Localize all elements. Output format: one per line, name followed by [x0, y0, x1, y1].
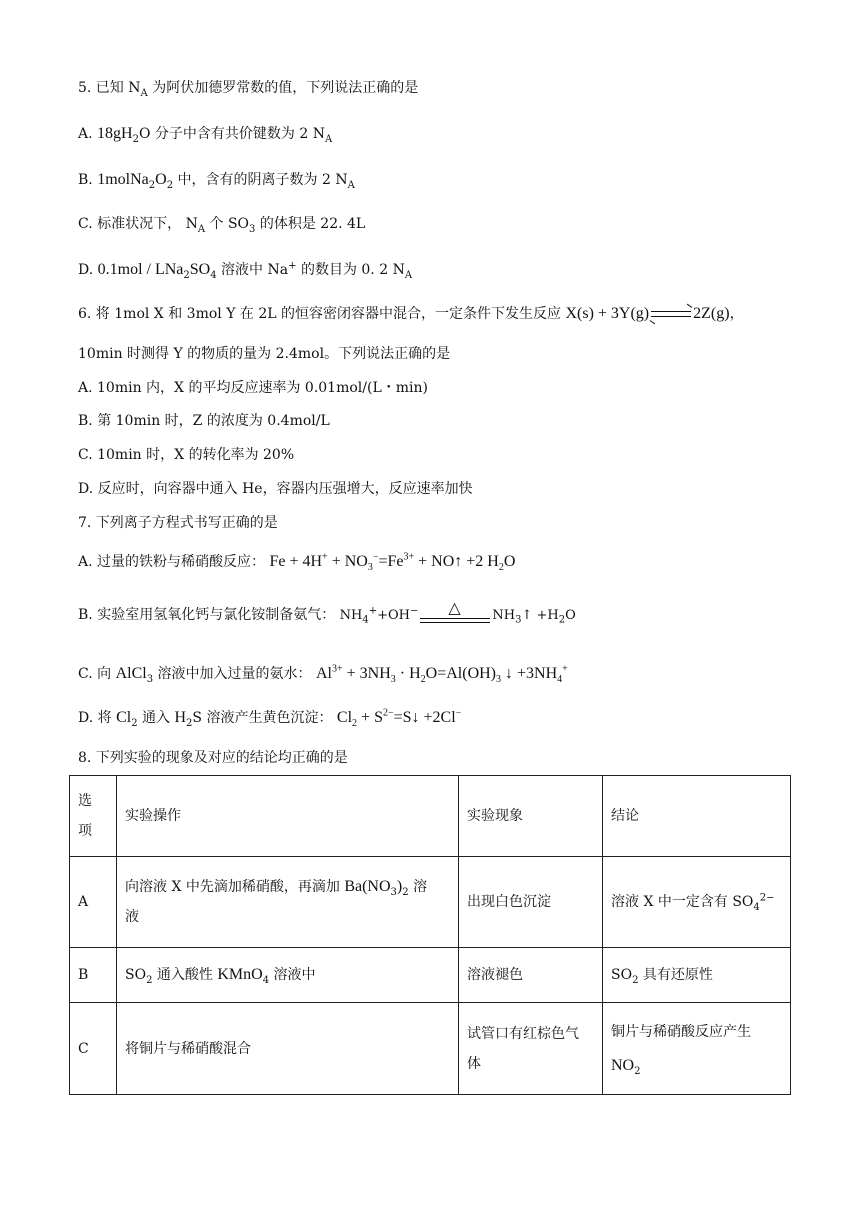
table-row	[70, 1003, 791, 1095]
q6-option-a: A. 10min 内，X 的平均反应速率为 0.01mol/(L・min)	[78, 380, 428, 396]
q5-option-c: C. 标准状况下， $N_A$ 个 $SO_3$ 的体积是 22. 4L	[78, 216, 366, 235]
q7-stem: 7. 下列离子方程式书写正确的是	[78, 515, 278, 531]
q7-option-a: A. 过量的铁粉与稀硝酸反应： $Fe + 4H^+ + NO_3^-=Fe^{3+}$ + NO↑ +2 $H_2O$	[78, 551, 516, 574]
q5-option-d: D. $0.1mol / LNa_2SO_4$ 溶液中 Na+ 的数目为 0. 2 $N_A$	[78, 260, 413, 281]
q6-option-d: D. 反应时，向容器中通入 He，容器内压强增大，反应速率加快	[78, 481, 473, 497]
experiment-table	[69, 775, 791, 1095]
row-a-operation: 向溶液 X 中先滴加稀硝酸，再滴加 $Ba(NO_3)_2$ 溶 液	[117, 857, 459, 948]
header-option: 选项	[70, 776, 117, 857]
row-b-option: B	[70, 948, 117, 1003]
table-row	[70, 948, 791, 1003]
row-a-phenomenon: 出现白色沉淀	[459, 857, 603, 948]
q7-option-c: C. 向 AlCl$_3$ 溶液中加入过量的氨水： $Al^{3+} + 3NH_3 \cdot H_2O=Al(OH)_3$ ↓ $+3NH_4^+$	[78, 663, 568, 686]
header-phenomenon: 实验现象	[459, 776, 603, 857]
row-b-phenomenon: 溶液褪色	[459, 948, 603, 1003]
q7-option-d: D. 将 $Cl_2$ 通入 $H_2S$ 溶液产生黄色沉淀： $Cl_2$ + $S^{2-}=S↓ +2Cl^-$	[78, 707, 462, 730]
equilibrium-arrow-icon	[651, 307, 691, 321]
q5-stem: 5. 已知 $N_A$ 为阿伏加德罗常数的值，下列说法正确的是	[78, 80, 419, 99]
row-c-phenomenon: 试管口有红棕色气 体	[459, 1003, 603, 1095]
table-header-row	[70, 776, 791, 857]
q6-option-b: B. 第 10min 时，Z 的浓度为 0.4mol/L	[78, 413, 330, 429]
table-row	[70, 857, 791, 948]
q5-option-a: A. $18gH_2O$ 分子中含有共价键数为 2 $N_A$	[78, 125, 333, 145]
row-a-conclusion: 溶液 X 中一定含有 $SO_4^{2-}$	[603, 857, 791, 948]
q8-stem: 8. 下列实验的现象及对应的结论均正确的是	[78, 750, 348, 766]
row-b-conclusion: $SO_2$ 具有还原性	[603, 948, 791, 1003]
row-c-conclusion: 铜片与稀硝酸反应产生 $NO_2$	[603, 1003, 791, 1095]
header-conclusion: 结论	[603, 776, 791, 857]
header-operation: 实验操作	[117, 776, 459, 857]
q6-stem-line2: 10min 时测得 Y 的物质的量为 2.4mol。下列说法正确的是	[78, 346, 451, 362]
row-c-operation: 将铜片与稀硝酸混合	[117, 1003, 459, 1095]
q5-option-b: B. $1molNa_2O_2$ 中，含有的阴离子数为 2 $N_A$	[78, 171, 355, 191]
row-c-option: C	[70, 1003, 117, 1095]
heating-arrow-icon: △	[420, 600, 490, 630]
q6-stem-line1: 6. 将 1mol X 和 3mol Y 在 2L 的恒容密闭容器中混合，一定条件下发生反应 X(s) + 3Y(g) 2Z(g)，	[78, 304, 744, 324]
q6-option-c: C. 10min 时，X 的转化率为 20%	[78, 447, 295, 463]
row-a-option: A	[70, 857, 117, 948]
row-b-operation: $SO_2$ 通入酸性 KMnO$_4$ 溶液中	[117, 948, 459, 1003]
q7-option-b: B. 实验室用氢氧化钙与氯化铵制备氨气： $NH_4^++OH^-$ △ $NH_3↑ +H_2O$	[78, 600, 576, 630]
